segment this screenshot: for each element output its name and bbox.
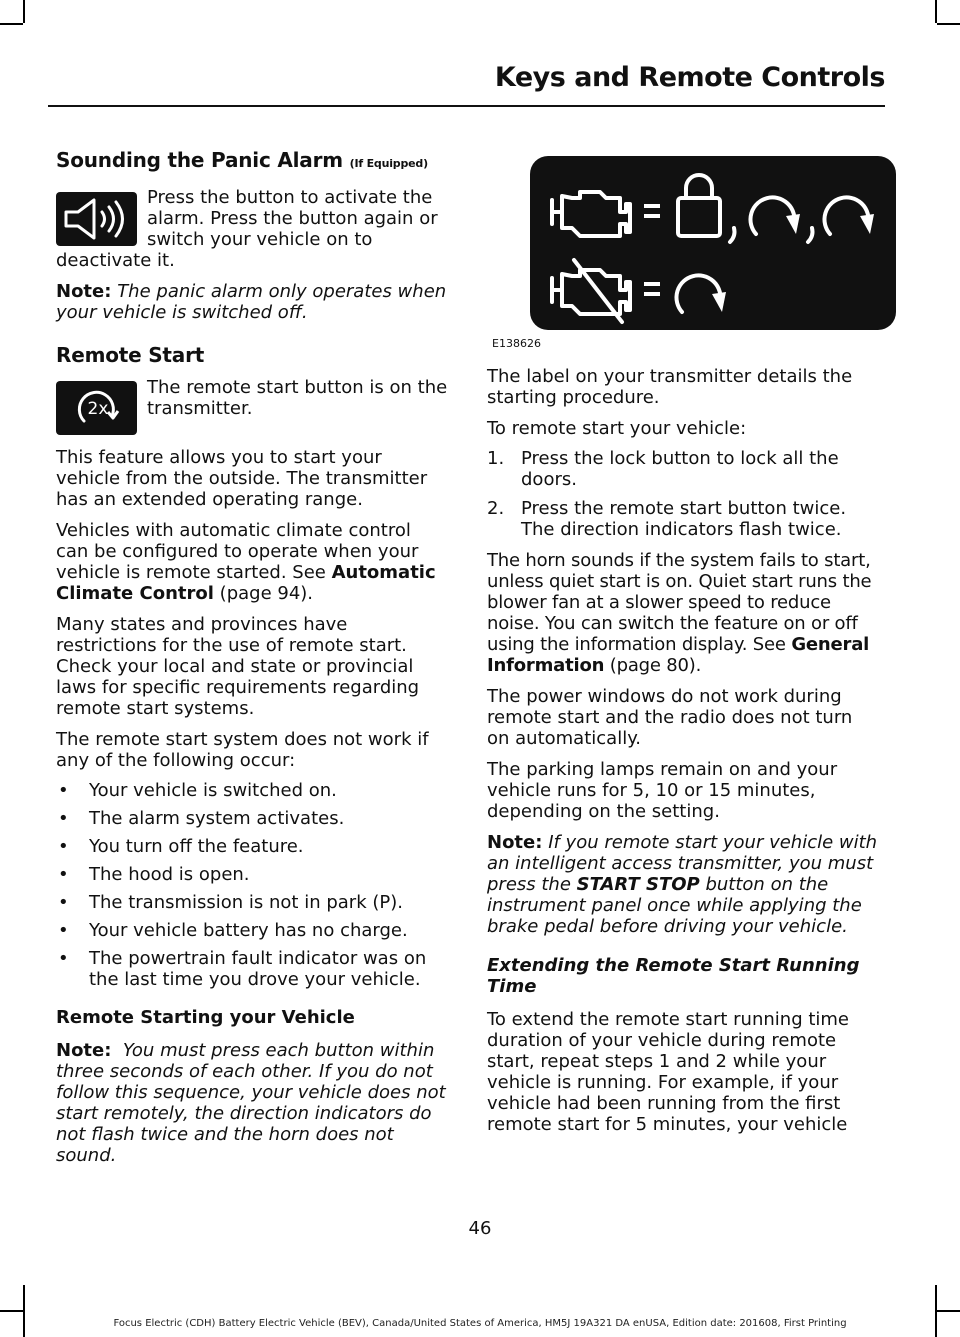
panic-note xyxy=(56,281,448,323)
page-number: 46 xyxy=(468,1218,492,1239)
comma xyxy=(808,228,813,242)
list-item: • The powertrain fault indicator was on the last time you drove your vehicle. xyxy=(56,948,448,990)
cross-reference-link[interactable]: Automatic Climate Control xyxy=(56,562,436,604)
equals-sign xyxy=(644,282,660,296)
list-item: • The alarm system activates. xyxy=(56,808,448,829)
remote-start-icon xyxy=(676,275,720,312)
crop-mark-bottom-right xyxy=(937,1310,960,1312)
list-item: • You turn off the feature. xyxy=(56,836,448,857)
panic-alarm-heading xyxy=(56,148,448,172)
lock-icon xyxy=(678,175,720,236)
body-paragraph xyxy=(487,550,880,676)
list-item: • The transmission is not in park (P). xyxy=(56,892,448,913)
note-text: If you remote start your vehicle with an intelligent access transmitter, you must press the xyxy=(487,832,878,895)
list-item xyxy=(487,448,880,490)
panic-body-line: Press the button to activate the xyxy=(147,187,433,208)
paragraph-text: Vehicles with automatic climate control can be configured to operate when your vehicle is remote started. See xyxy=(56,520,419,583)
figure-id: E138626 xyxy=(492,337,541,350)
note-label: Note: xyxy=(56,1040,112,1061)
remote-start-arrow xyxy=(712,292,726,312)
list-item: • Your vehicle battery has no charge. xyxy=(56,920,448,941)
panic-alarm-block xyxy=(56,187,448,271)
crop-mark-bottom-right xyxy=(935,1285,937,1337)
left-column xyxy=(56,148,448,1166)
remote-start-intro: The remote start button is on the transmitter. xyxy=(147,377,448,419)
note-label: Note: xyxy=(487,832,543,853)
extending-heading: Extending the Remote Start Running Time xyxy=(487,955,860,997)
remote-start-block xyxy=(56,377,448,419)
crop-mark-top-left xyxy=(0,23,23,25)
crop-mark-top-right xyxy=(935,0,937,23)
body-paragraph: The power windows do not work during remote start and the radio does not turn on automatically. xyxy=(487,686,853,749)
remote-start-paragraph: Many states and provinces have restrictions for the use of remote start. Check your local and state or provincial laws for specific requirements regarding remote start systems. xyxy=(56,614,420,719)
page-reference: (page 80). xyxy=(604,655,702,676)
list-item: • The hood is open. xyxy=(56,864,448,885)
list-item: • Your vehicle is switched on. xyxy=(56,780,448,801)
page-title: Keys and Remote Controls xyxy=(494,62,885,93)
crop-mark-bottom-left xyxy=(23,1285,25,1337)
intelligent-access-note xyxy=(487,832,880,937)
horn-speaker-icon xyxy=(56,192,137,246)
right-column xyxy=(487,148,880,1135)
remote-start-2x-icon xyxy=(56,381,137,435)
note-label: Note: xyxy=(56,281,112,302)
cross-reference-link[interactable]: General Information xyxy=(487,634,870,676)
remote-start-paragraph xyxy=(56,520,448,604)
note-emphasis: START STOP xyxy=(576,874,700,895)
remote-start-heading: Remote Start xyxy=(56,343,205,367)
header-rule xyxy=(48,105,885,107)
engine-icon xyxy=(552,192,630,236)
page-reference: (page 94). xyxy=(213,583,314,604)
panic-body-line: switch your vehicle on to xyxy=(147,229,373,250)
note-text: You must press each button within three seconds of each other. If you do not follow this sequence, your vehicle does not start remotely, the direction indicators do not flash twice and the horn does not sound. xyxy=(56,1040,446,1166)
comma xyxy=(730,228,735,242)
panic-alarm-heading-text: Sounding the Panic Alarm xyxy=(56,148,343,172)
step-text: Press the lock button to lock all the doors. xyxy=(521,448,839,490)
remote-start-paragraph: This feature allows you to start your vehicle from the outside. The transmitter has an extended operating range. xyxy=(56,447,428,510)
panic-body-line: deactivate it. xyxy=(56,250,175,271)
crop-mark-bottom-left xyxy=(0,1310,23,1312)
remote-start-icon xyxy=(750,197,794,234)
if-equipped-tag: (If Equipped) xyxy=(349,157,428,170)
body-paragraph: The parking lamps remain on and your vehicle runs for 5, 10 or 15 minutes, depending on the setting. xyxy=(487,759,838,822)
body-paragraph: To remote start your vehicle: xyxy=(487,418,747,439)
remote-start-icon xyxy=(824,197,868,234)
equals-sign xyxy=(644,204,660,218)
crop-mark-top-left xyxy=(23,0,25,23)
step-number: 2. xyxy=(487,498,505,519)
crop-mark-top-right xyxy=(937,23,960,25)
remote-start-arrow xyxy=(786,214,800,234)
remote-start-steps xyxy=(487,448,880,540)
step-number: 1. xyxy=(487,448,505,469)
note-text: The panic alarm only operates when your vehicle is switched off. xyxy=(56,281,447,323)
crossed-engine-icon xyxy=(552,260,630,322)
transmitter-label-figure xyxy=(530,156,896,330)
remote-starting-heading: Remote Starting your Vehicle xyxy=(56,1007,355,1028)
paragraph-text: The horn sounds if the system fails to start, unless quiet start is on. Quiet start runs the blower fan at a slower speed to reduce noise. You can switch the feature on or off using the information display. See xyxy=(487,550,872,655)
panic-body-line: alarm. Press the button again or xyxy=(147,208,438,229)
body-paragraph: To extend the remote start running time duration of your vehicle during remote start, repeat steps 1 and 2 while your vehicle is running. For example, if your vehicle had been running from the first remote start for 5 minutes, your vehicle xyxy=(487,1009,850,1135)
remote-start-arrow xyxy=(860,214,874,234)
footer-text: Focus Electric (CDH) Battery Electric Vehicle (BEV), Canada/United States of America, HM5J 19A321 DA enUSA, Edition date: 201608, First Printing xyxy=(113,1318,847,1329)
remote-start-paragraph: The remote start system does not work if any of the following occur: xyxy=(56,729,429,771)
remote-starting-note xyxy=(56,1040,448,1166)
body-paragraph: The label on your transmitter details the starting procedure. xyxy=(487,366,853,408)
step-text: Press the remote start button twice. The direction indicators flash twice. xyxy=(521,498,847,540)
failure-conditions-list xyxy=(56,780,448,990)
remote-start-icon-label: 2x xyxy=(87,399,109,419)
list-item xyxy=(487,498,880,540)
note-text: button on the instrument panel once while applying the brake pedal before driving your vehicle. xyxy=(487,874,862,937)
